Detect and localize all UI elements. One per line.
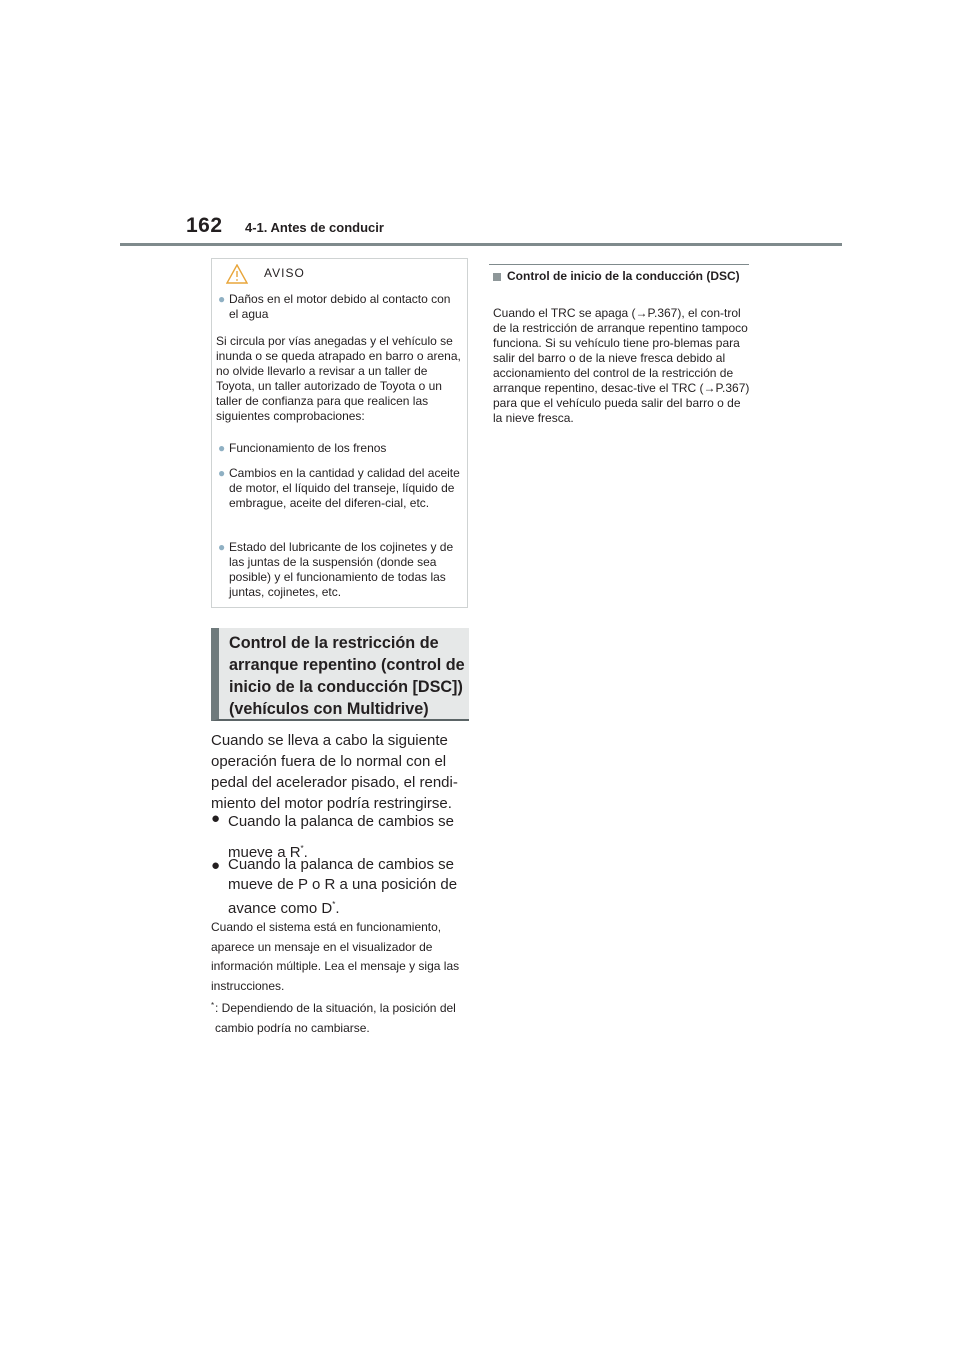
bullet-text: Cuando la palanca de cambios se mueve a R bbox=[228, 813, 454, 861]
header-divider bbox=[120, 243, 842, 246]
warning-label: AVISO bbox=[264, 266, 305, 280]
right-heading: Control de inicio de la conducción (DSC) bbox=[507, 269, 740, 283]
page-number: 162 bbox=[186, 214, 223, 237]
warning-triangle-icon bbox=[226, 264, 248, 284]
warning-item bbox=[218, 466, 463, 528]
note-paragraph: Cuando el sistema está en funcionamiento, aparece un mensaje en el visualizador de información múltiple. Lea el mensaje y siga las instrucciones. bbox=[211, 920, 460, 993]
bullet-dot-icon: ● bbox=[211, 810, 221, 827]
footnote-mark: * bbox=[332, 900, 336, 909]
footnote-mark: * bbox=[211, 1001, 215, 1010]
square-bullet-icon bbox=[493, 273, 501, 281]
intro-paragraph: Cuando se lleva a cabo la siguiente operación fuera de lo normal con el pedal del acelerador pisado, el rendi-miento del motor podría restringirse. bbox=[211, 732, 458, 812]
warning-header bbox=[212, 259, 467, 291]
right-paragraph: Cuando el TRC se apaga (→P.367), el con-trol de la restricción de arranque repentino tampoco funciona. Si su vehículo tiene pro-blemas para salir del barro o de la nieve fresca debido al accionamiento del control de la restricción de arranque repentino, desac-tive el TRC (→P.367) para que el vehículo pueda salir del barro o de la nieve fresca. bbox=[493, 306, 750, 425]
warning-item-text: Funcionamiento de los frenos bbox=[229, 441, 387, 455]
bullet-end: . bbox=[303, 844, 308, 861]
warning-item bbox=[218, 292, 463, 324]
warning-box bbox=[211, 258, 468, 608]
bullet-item bbox=[211, 808, 469, 861]
bullet-text: Cuando la palanca de cambios se mueve de P o R a una posición de avance como D bbox=[228, 856, 458, 917]
bullet-dot-icon: ● bbox=[218, 292, 226, 306]
bullet-dot-icon: ● bbox=[218, 466, 226, 480]
warning-item bbox=[218, 540, 463, 602]
warning-item bbox=[218, 441, 463, 457]
bullet-dot-icon: ● bbox=[218, 441, 226, 455]
warning-item-text: Daños en el motor debido al contacto con el agua bbox=[229, 292, 451, 321]
bullet-end: . bbox=[335, 900, 340, 917]
right-divider bbox=[489, 264, 749, 265]
warning-item-text: Estado del lubricante de los cojinetes y de las juntas de la suspensión (donde sea posible) y el funcionamiento de todas las juntas, cojinetes, etc. bbox=[229, 540, 454, 599]
bullet-dot-icon: ● bbox=[218, 540, 226, 554]
section-heading-box bbox=[211, 628, 469, 721]
warning-paragraph: Si circula por vías anegadas y el vehículo se inunda o se queda atrapado en barro o arena, no olvide llevarlo a revisar a un taller de Toyota, un taller autorizado de Toyota o un taller de confianza para que realicen las siguientes comprobaciones: bbox=[216, 334, 461, 423]
warning-item-text: Cambios en la cantidad y calidad del aceite de motor, el líquido del transeje, líquido de embrague, aceite del diferen-cial, etc. bbox=[229, 466, 460, 510]
bullet-item bbox=[211, 855, 469, 921]
section-title: 4-1. Antes de conducir bbox=[245, 220, 384, 235]
bullet-dot-icon: ● bbox=[211, 857, 221, 874]
footnote-mark: * bbox=[300, 844, 304, 853]
section-heading: Control de la restricción de arranque repentino (control de inicio de la conducción [DSC]) (vehículos con Multidrive) bbox=[229, 634, 465, 718]
footnote bbox=[211, 998, 469, 1038]
footnote-text: : Dependiendo de la situación, la posición del cambio podría no cambiarse. bbox=[215, 1001, 456, 1035]
